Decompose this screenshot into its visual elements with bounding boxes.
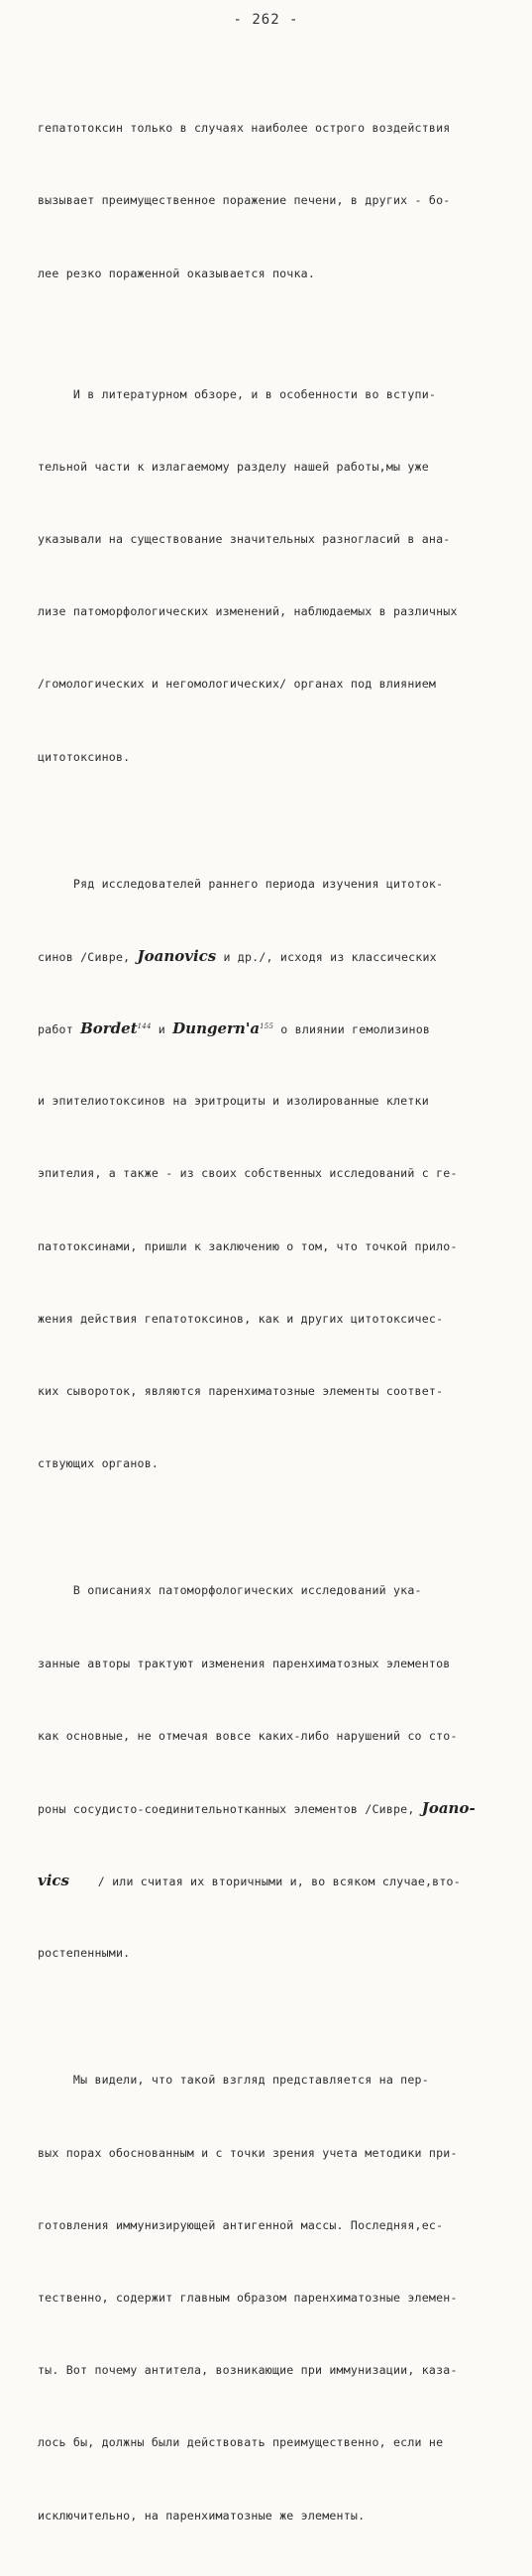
text-fragment: и <box>151 1022 173 1037</box>
text-line: ты. Вот почему антитела, возникающие при иммунизации, каза- <box>38 2363 458 2378</box>
text-line: жения действия гепатотоксинов, как и других цитотоксичес- <box>38 1311 444 1326</box>
reference-number: 155 <box>260 1022 274 1031</box>
text-fragment: о влиянии гемолизинов <box>273 1022 431 1037</box>
text-line: В описаниях патоморфологических исследований ука- <box>38 1583 422 1598</box>
text-line <box>38 1869 503 1892</box>
text-line: и эпителиотоксинов на эритроциты и изолированные клетки <box>38 1094 429 1109</box>
handwritten-name: Joano- <box>421 1798 476 1817</box>
text-fragment: и др./, исходя из классических <box>216 949 437 964</box>
text-line: /гомологических и негомологических/ органах под влиянием <box>38 677 437 692</box>
text-line <box>38 944 503 968</box>
text-fragment: работ <box>38 1022 81 1037</box>
text-line: исключительно, на паренхиматозные же элементы. <box>38 2508 366 2522</box>
reference-number: 144 <box>137 1022 152 1031</box>
text-line: ствующих органов. <box>38 1456 160 1471</box>
text-line <box>38 1796 503 1820</box>
handwritten-name: Bordet <box>80 1020 138 1038</box>
text-line: как основные, не отмечая вовсе каких-либо нарушений со сто- <box>38 1728 458 1743</box>
text-line: указывали на существование значительных разногласий в ана- <box>38 532 451 547</box>
text-line: готовления иммунизирующей антигенной массы. Последняя,ес- <box>38 2217 444 2232</box>
text-line: лось бы, должны были действовать преимущественно, если не <box>38 2435 444 2450</box>
text-line: ростепенными. <box>38 1946 131 1961</box>
text-line <box>38 1017 503 1040</box>
text-line: лее резко пораженной оказывается почка. <box>38 266 316 280</box>
text-fragment: синов /Сивре, <box>38 949 138 964</box>
handwritten-name: Dungern'a <box>172 1020 261 1038</box>
text-fragment: / или считая их вторичными и, во всяком случае,вто- <box>69 1875 461 1889</box>
text-line: вых порах обоснованным и с точки зрения учета методики при- <box>38 2145 458 2160</box>
text-fragment: роны сосудисто-соединительнотканных элементов /Сивре, <box>38 1801 422 1816</box>
text-line: патотоксинами, пришли к заключению о том, что точкой прило- <box>38 1238 458 1253</box>
text-line: цитотоксинов. <box>38 749 131 764</box>
text-line: гепатотоксин только в случаях наиболее острого воздействия <box>38 121 451 136</box>
text-line: лизе патоморфологических изменений, наблюдаемых в различных <box>38 604 458 619</box>
text-line: вызывает преимущественное поражение печени, в других - бо- <box>38 193 451 208</box>
text-line: тельной части к излагаемому разделу нашей работы,мы уже <box>38 459 429 474</box>
text-line: И в литературном обзоре, и в особенности во вступи- <box>38 386 437 401</box>
page-number: - 262 - <box>233 12 299 28</box>
handwritten-name: Joanovics <box>137 946 217 965</box>
text-line: Ряд исследователей раннего периода изучения цитоток- <box>38 876 444 891</box>
handwritten-name: vics <box>38 1872 69 1890</box>
text-line: ких сывороток, являются паренхиматозные элементы соответ- <box>38 1384 444 1399</box>
text-line: тественно, содержит главным образом паренхиматозные элемен- <box>38 2290 458 2305</box>
text-line: Мы видели, что такой взгляд представляется на пер- <box>38 2073 429 2088</box>
text-line: эпителия, а также - из своих собственных исследований с ге- <box>38 1166 458 1181</box>
body-text <box>38 44 503 2576</box>
text-line: занные авторы трактуют изменения паренхиматозных элементов <box>38 1656 451 1670</box>
